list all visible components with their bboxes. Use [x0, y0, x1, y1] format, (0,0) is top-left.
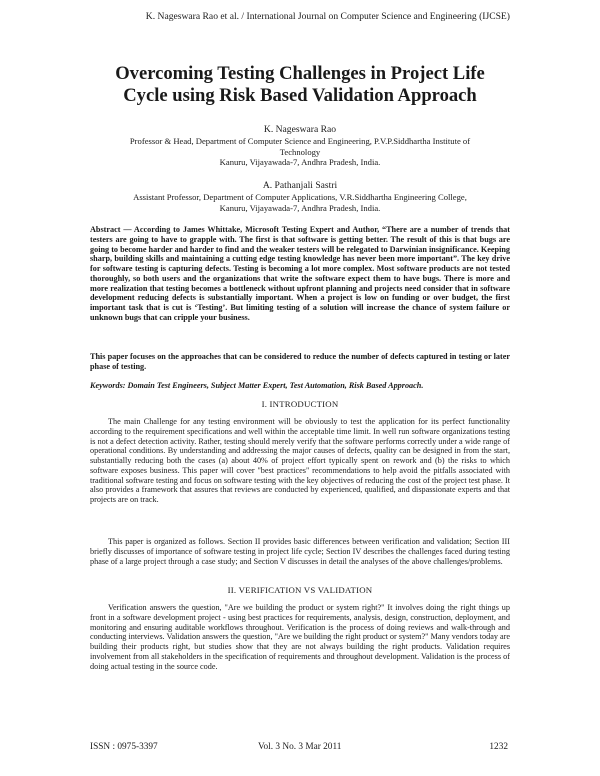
paper-title: [60, 63, 540, 107]
author-block-1: [60, 124, 540, 168]
author-affiliation: Technology: [279, 146, 321, 157]
running-header: K. Nageswara Rao et al. / International Journal on Computer Science and Engineering (IJCSE): [145, 11, 510, 22]
author-address: Kanuru, Vijayawada-7, Andhra Pradesh, India.: [219, 202, 381, 213]
footer-volume: Vol. 3 No. 3 Mar 2011: [258, 742, 342, 752]
section-heading-verification: II. VERIFICATION VS VALIDATION: [227, 585, 373, 595]
keywords: Keywords: Domain Test Engineers, Subject Matter Expert, Test Automation, Risk Based Approach.: [90, 381, 424, 390]
page-number: 1232: [489, 742, 508, 752]
abstract: Abstract — According to James Whittake, Microsoft Testing Expert and Author, “There are a number of trends that testers are going to have to grapple with. The first is that software is getting better. The result of this is that bugs are going to become harder and harder to find and the weaker testers will be relegated to Darwinian insignificance. Keeping sharp, building skills and maintaining a cutting edge testing knowledge has never been more important”. The key drive for software testing is capturing defects. Testing is becoming a lot more complex. Most software products are not tested thoroughly, so both users and the organizations that write the software expect them to have bugs. There is more and more realization that testing becomes a bottleneck without upfront planning and projects need consider that in software development reducing defects is substantially important. When a project is low on funding or over budget, the first important task that is cut is ‘Testing’. But limiting testing of a solution will increase the chance of system failure or unknown bugs that can cripple your business.: [90, 225, 510, 322]
focus-statement: This paper focuses on the approaches that can be considered to reduce the number of defects captured in testing or later phase of testing.: [90, 352, 510, 371]
paragraph: This paper is organized as follows. Section II provides basic differences between verification and validation; Section III briefly discusses of importance of software testing in project life cycle; Section IV describes the challenges faced during testing phase of a large project through a case study; and Section V discusses in detail the analyses of the above challenges/problems.: [90, 537, 510, 566]
footer-issn: ISSN : 0975-3397: [90, 742, 158, 752]
title-line-2: Cycle using Risk Based Validation Approach: [123, 85, 477, 106]
author-affiliation: Assistant Professor, Department of Computer Applications, V.R.Siddhartha Engineering College,: [133, 192, 467, 202]
author-affiliation: Professor & Head, Department of Computer Science and Engineering, P.V.P.Siddhartha Institute of: [129, 136, 471, 146]
author-address: Kanuru, Vijayawada-7, Andhra Pradesh, India.: [219, 157, 381, 168]
title-line-1: Overcoming Testing Challenges in Project Life: [115, 63, 485, 84]
paragraph: Verification answers the question, "Are we building the product or system right?" It involves doing the right things up front in a software development project - using best practices for requirements, analysis, design, construction, deployment, and monitoring and ensuring auditable workflows throughout. Verification is the process of doing reviews and walk-through and conducting interviews. Validation answers the question, "Are we building the right product or system?" Many vendors today are building their products right, but studies show that they are not always building the right products. Validation requires involvement from all stakeholders in the specification of requirements and throughout development. Validation is the process of doing actual testing in the source code.: [90, 603, 510, 671]
author-name: A. Pathanjali Sastri: [262, 180, 338, 191]
author-name: K. Nageswara Rao: [263, 124, 337, 135]
section-heading-introduction: I. INTRODUCTION: [261, 399, 339, 409]
paragraph: The main Challenge for any testing environment will be obviously to test the application for its perfect functionality according to the requirement specifications and well within the acceptable time limit. In well run software organizations testing is not a defect detection activity. Rather, testing should merely verify that the software performs correctly under a wide range of operational conditions. By understanding and addressing the major causes of defects, quality can be designed in from the start, substantially reducing both the cases (a) about 40% of project effort typically spent on rework and (b) the risks to which software exposes business. This paper will cover "best practices" recommendations to help avoid the pitfalls associated with traditional software testing and focus on software testing with the key objectives of reducing the cost of the project test phase. It also provides a framework that assures that reviews are conducted by experienced, qualified, and dispassionate experts and that projects are on track.: [90, 417, 510, 504]
author-block-2: [60, 180, 540, 213]
